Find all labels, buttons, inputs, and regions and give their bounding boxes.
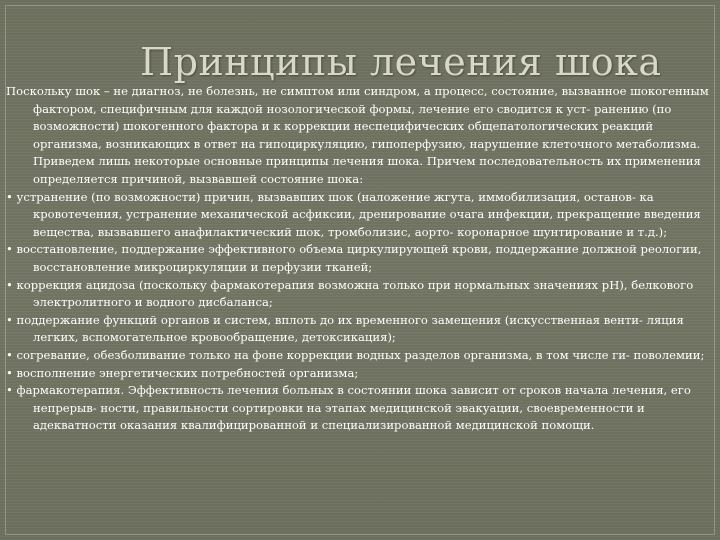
intro-paragraph: Поскольку шок – не диагноз, не болезнь, не симптом или синдром, а процесс, состояние, вызванное шокогенным фактором, специфичным для каждой нозологической формы, лечение его сводится к уст- ранению (по возможности) шокогенного фактора и к коррекции неспецифических общепатологических реакций организма, возникающих в ответ на гипоциркуляцию, гипоперфузию, нарушение клеточного метаболизма. Приведем лишь некоторые основные принципы лечения шока. Причем последовательность их применения определяется причиной, вызвавшей состояние шока: <box>6 84 709 186</box>
bullet-item: • коррекция ацидоза (поскольку фармакотерапия возможна только при нормальных значениях pH), белкового электролитного и водного дисбаланса; <box>6 277 694 310</box>
bullet-item: • восполнение энергетических потребностей организма; <box>6 365 359 380</box>
slide-title: Принципы лечения шока <box>140 40 662 84</box>
bullet-item: • поддержание функций органов и систем, вплоть до их временного замещения (искусственная венти- ляция легких, вспомогательное кровообращение, детоксикация); <box>6 312 684 345</box>
slide-body <box>6 83 711 435</box>
bullet-item: • восстановление, поддержание эффективного объема циркулирующей крови, поддержание должной реологии, восстановление микроциркуляции и перфузии тканей; <box>6 242 702 274</box>
bullet-item: • согревание, обезболивание только на фоне коррекции водных разделов организма, в том числе ги- поволемии; <box>6 347 705 362</box>
bullet-item: • устранение (по возможности) причин, вызвавших шок (наложение жгута, иммобилизация, останов- ка кровотечения, устранение механической асфиксии, дренирование очага инфекции, прекращение введения вещества, вызвавшего анафилактический шок, тромболизис, аорто- коронарное шунтирование и т.д.); <box>6 189 701 239</box>
bullet-item: • фармакотерапия. Эффективность лечения больных в состоянии шока зависит от сроков начала лечения, его непрерыв- ности, правильности сортировки на этапах медицинской эвакуации, своевременности и адекватности оказания квалифицированной и специализированной медицинской помощи. <box>6 383 691 433</box>
